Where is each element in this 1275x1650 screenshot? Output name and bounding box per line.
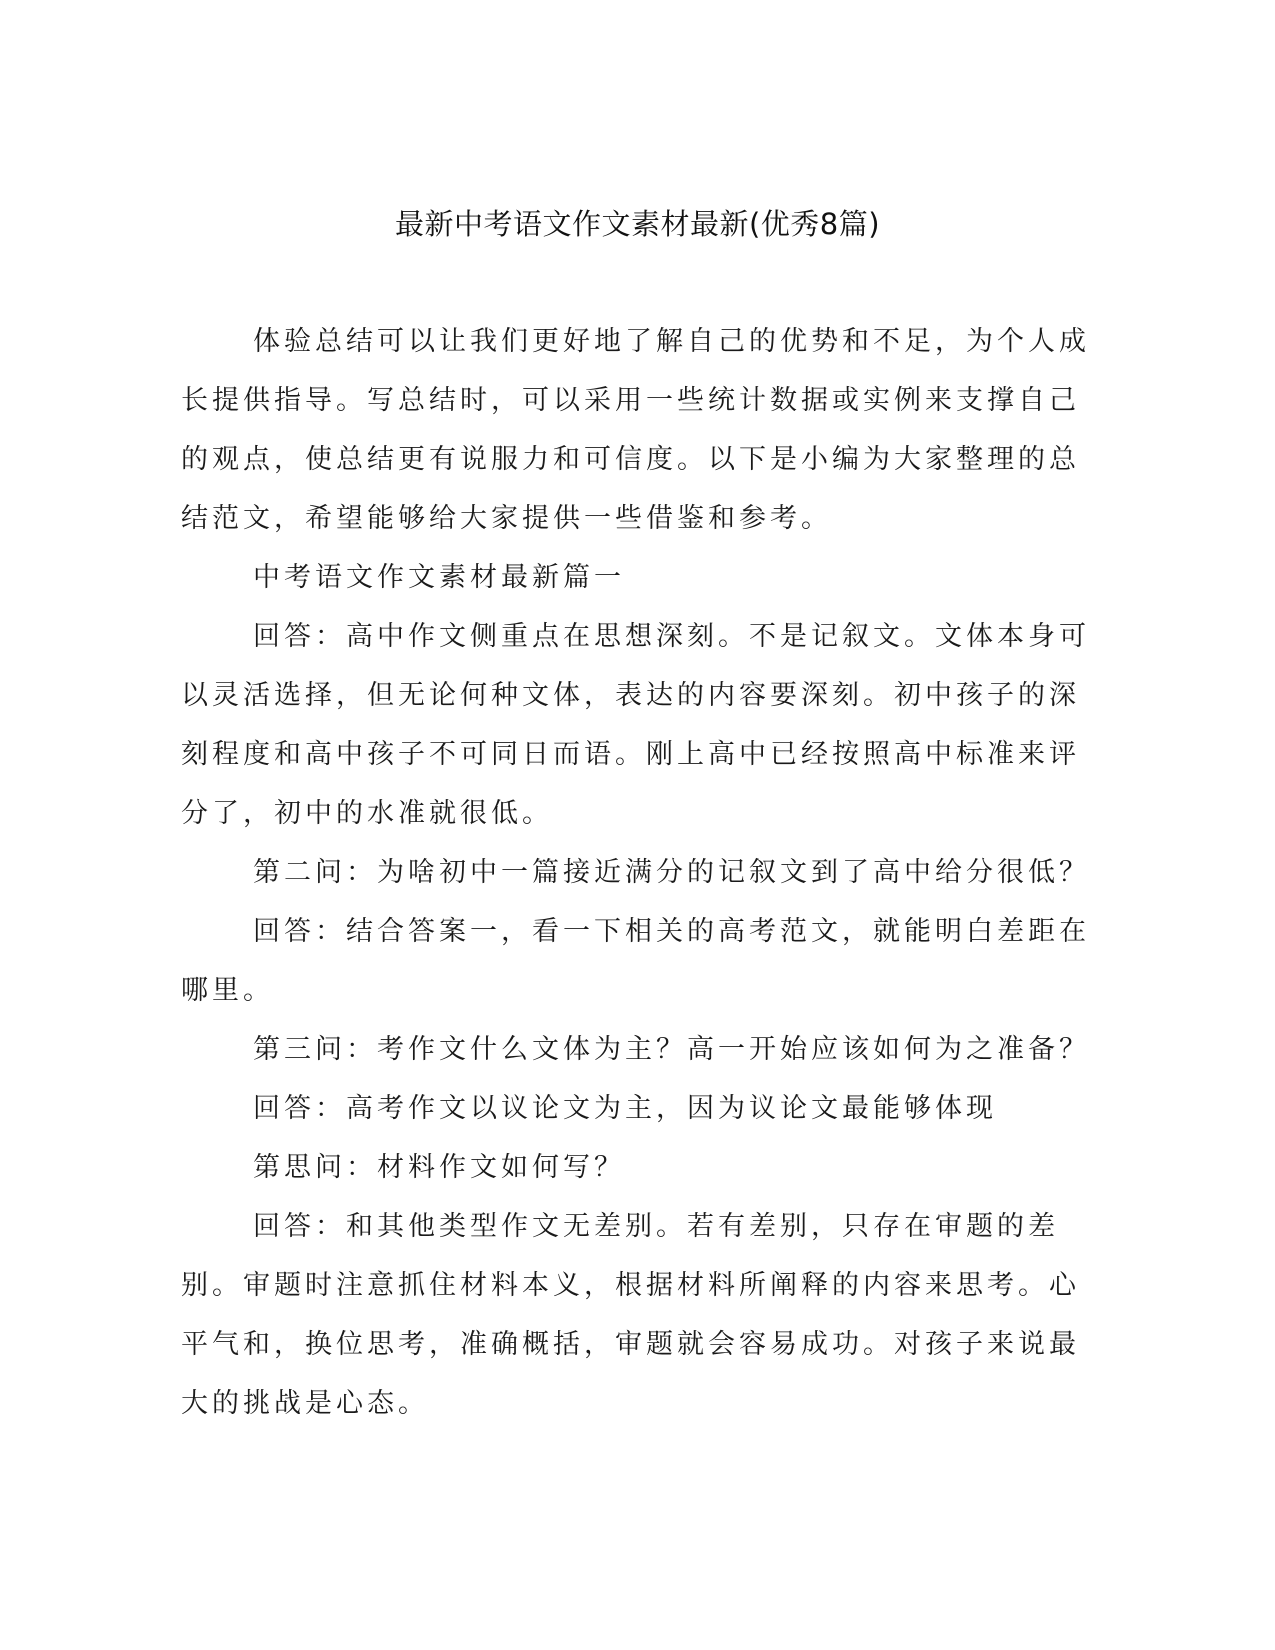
answer-paragraph-2: 回答：结合答案一，看一下相关的高考范文，就能明白差距在哪里。 — [181, 916, 1090, 1006]
document-title: 最新中考语文作文素材最新(优秀8篇) — [394, 207, 881, 241]
question-2: 第二问：为啥初中一篇接近满分的记叙文到了高中给分很低？ — [253, 857, 1090, 888]
answer-paragraph-1: 回答：高中作文侧重点在思想深刻。不是记叙文。文体本身可以灵活选择，但无论何种文体，表达的内容要深刻。初中孩子的深刻程度和高中孩子不可同日而语。刚上高中已经按照高中标准来评分了，初中的水准就很低。 — [181, 621, 1090, 829]
question-3: 第三问：考作文什么文体为主？高一开始应该如何为之准备？ — [253, 1034, 1090, 1065]
section-heading: 中考语文作文素材最新篇一 — [253, 562, 625, 593]
answer-paragraph-4: 回答：和其他类型作文无差别。若有差别，只存在审题的差别。审题时注意抓住材料本义，根据材料所阐释的内容来思考。心平气和，换位思考，准确概括，审题就会容易成功。对孩子来说最大的挑战是心态。 — [181, 1211, 1080, 1419]
answer-paragraph-3: 回答：高考作文以议论文为主，因为议论文最能够体现 — [253, 1093, 997, 1124]
intro-paragraph: 体验总结可以让我们更好地了解自己的优势和不足，为个人成长提供指导。写总结时，可以采用一些统计数据或实例来支撑自己的观点，使总结更有说服力和可信度。以下是小编为大家整理的总结范文，希望能够给大家提供一些借鉴和参考。 — [181, 326, 1090, 534]
question-4: 第思问：材料作文如何写？ — [253, 1152, 625, 1183]
document-body — [181, 312, 1093, 1433]
